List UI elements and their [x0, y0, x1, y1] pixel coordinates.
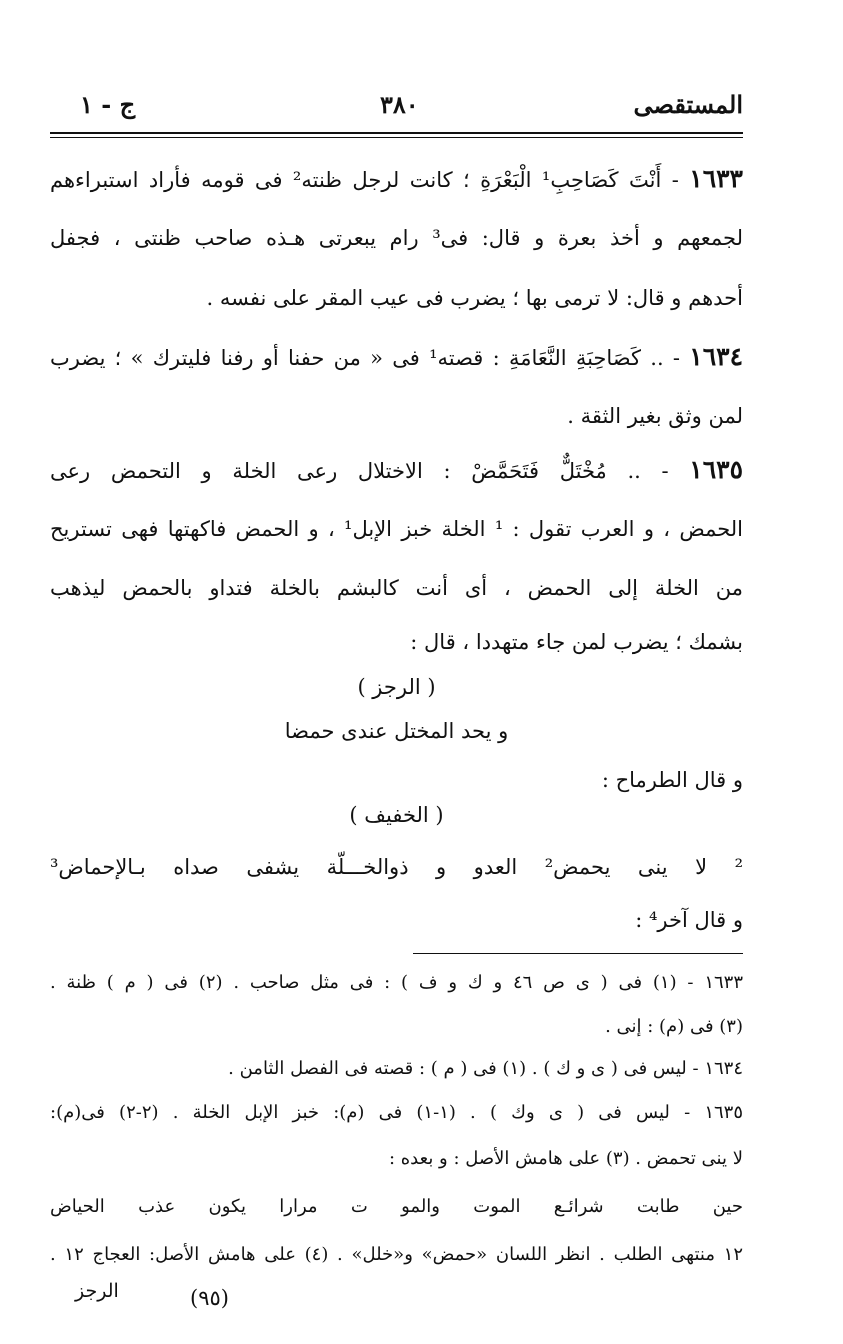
entry-1635-line-3: من الخلة إلى الحمض ، أى أنت كالبشم بالخلة فتداو بالحمض ليذهب: [50, 576, 743, 600]
poem-verse-1: و يحد المختل عندى حمضا: [284, 719, 509, 743]
poem-intro-tirimmah: و قال الطرماح :: [601, 768, 743, 792]
footnote-line-4: ١٦٣٥ - ليس فى ( ى وك ) . (١-١) فى (م): خبز الإبل الخلة . (٢-٢) فى(م):: [50, 1102, 743, 1123]
footnote-line-3: ١٦٣٤ - ليس فى ( ى و ك ) . (١) فى ( م ) : قصته فى الفصل الثامن .: [228, 1058, 743, 1079]
page-number: ٣٨٠: [380, 90, 419, 119]
header-rule-bottom: [50, 137, 743, 138]
entry-1634-line-2: لمن وثق بغير الثقة .: [567, 404, 743, 428]
entry-1635-line-1: [50, 455, 743, 486]
entry-text: - أَنْتَ كَصَاحِبِ¹ الْبَعْرَةِ ؛ كانت لرجل ظنته² فى قومه فأراد استبراءهم: [50, 168, 690, 192]
book-title: المستقصى: [633, 90, 743, 119]
entry-1633-line-2: لجمعهم و أخذ بعرة و قال: فى³ رام يبعرتى هـذه صاحب ظنتى ، فجفل: [50, 226, 743, 250]
footnote-line-2: (٣) فى (م) : إنى .: [605, 1016, 743, 1037]
entry-1635-line-4: بشمك ؛ يضرب لمن جاء متهددا ، قال :: [410, 630, 743, 654]
entry-text: - .. كَصَاحِبَةِ النَّعَامَةِ : قصته¹ فى « من حفنا أو رفنا فليترك » ؛ يضرب: [50, 346, 690, 370]
footnote-line-1: ١٦٣٣ - (١) فى ( ى ص ٤٦ و ك و ف ) : فى مثل صاحب . (٢) فى ( م ) ظنة .: [50, 972, 743, 993]
header-rule-top: [50, 132, 743, 134]
footnote-line-7: ١٢ منتهى الطلب . انظر اللسان «حمض» و«خلل» . (٤) على هامش الأصل: العجاج ١٢ .: [50, 1244, 743, 1265]
entry-number: ١٦٣٥: [689, 455, 743, 484]
entry-text: - .. مُخْتَلٌّ فَتَحَمَّضْ : الاختلال رعى الخلة و التحمض رعى: [50, 459, 690, 483]
volume-label: ج - ١: [80, 90, 136, 119]
poem-intro-other: و قال آخر⁴ :: [635, 908, 743, 932]
entry-1633-line-3: أحدهم و قال: لا ترمى بها ؛ يضرب فى عيب المقر على نفسه .: [206, 286, 743, 310]
poem-verse-2: ² لا ينى يحمض² العدو و ذوالخـــلّة يشفى صداه بـالإحماض³: [50, 855, 743, 879]
signature-mark: (٩٥): [190, 1286, 229, 1310]
entry-1634-line-1: [50, 342, 743, 373]
entry-number: ١٦٣٤: [689, 342, 743, 371]
footnote-rule: [413, 953, 743, 954]
footnote-line-5: لا ينى تحمض . (٣) على هامش الأصل : و بعده :: [388, 1148, 743, 1169]
entry-1635-line-2: الحمض ، و العرب تقول : ¹ الخلة خبز الإبل¹ ، و الحمض فاكهتها فهى تستريح: [50, 517, 743, 541]
catchword: الرجز: [75, 1280, 119, 1302]
entry-1633-line-1: [50, 164, 743, 195]
poem-meter-khafif: ( الخفيف ): [349, 803, 444, 827]
footnote-line-6: حين طابت شرائـع الموت والمو ت مرارا يكون عذب الحياض: [50, 1196, 743, 1217]
entry-number: ١٦٣٣: [689, 164, 743, 193]
poem-meter-rajaz: ( الرجز ): [357, 675, 436, 699]
